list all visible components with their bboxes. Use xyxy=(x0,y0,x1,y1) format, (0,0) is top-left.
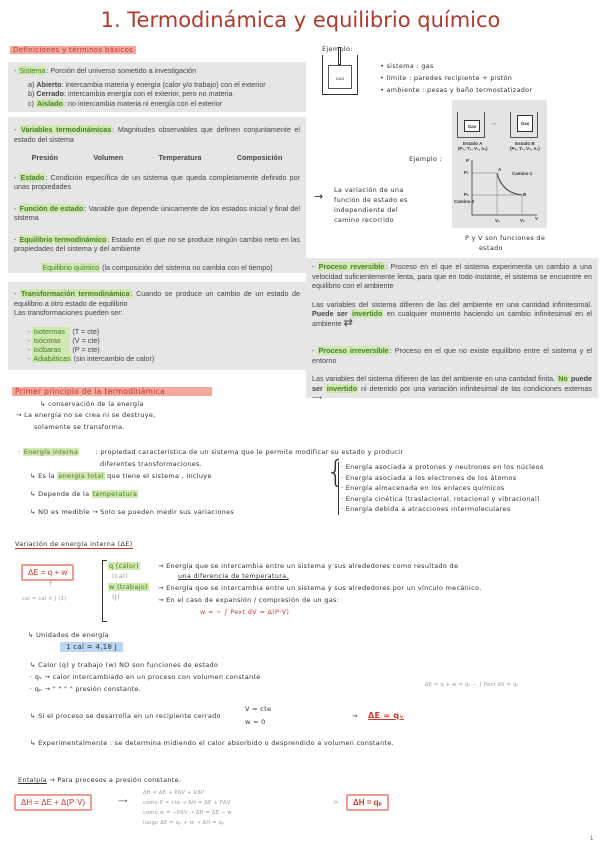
term-equilibrio-quimico: Equilibrio químico xyxy=(42,262,100,272)
text: Puede ser xyxy=(312,309,352,318)
text: : Proceso en el que el sistema experimenta un cambio a una velocidad suficientemente lenta, para que en todo instante, el sistema se encuentre en equilibrio con el ambiente xyxy=(312,262,593,290)
text: V₁ xyxy=(495,218,500,223)
text: P₁ xyxy=(464,170,469,175)
text: → Energía que se intercambia entre un sistema y sus alrededores por un vínculo mecánico. xyxy=(158,584,482,592)
text: Isotermas xyxy=(32,327,70,336)
text: w (trabajo) xyxy=(109,583,148,591)
text: : no intercambia materia ni energía con el exterior xyxy=(63,98,223,108)
text: La variación de una xyxy=(334,186,404,194)
states-diagram: Gas → Gas Estado A (P₁, T₁, V₁, n₁) Estado B (P₂, T₁, V₂, n₁) P P₁ P₂ A B Camino 1 Camino 2 V₁ V₂ V xyxy=(452,100,547,228)
text: ↳ Depende de la xyxy=(30,490,92,498)
text: Las variables del sistema difieren de las del ambiente en una cantidad finita. xyxy=(312,374,558,383)
term-equilibrio: Equilibrio termodinámico xyxy=(19,234,107,244)
text: función de estado es xyxy=(334,196,408,204)
section-header-variacion: Variación de energía interna (ΔE) xyxy=(15,540,133,548)
sistema-type xyxy=(28,80,300,90)
ejemplo1-items xyxy=(380,60,532,96)
term-funcion-estado: Función de estado xyxy=(19,203,84,213)
text: : Proceso en el que no existe equilibrio entre el sistema y el entorno xyxy=(312,346,593,365)
text: ⇄ xyxy=(343,316,353,329)
text: : propiedad característica de un sistema que le permite modificar su estado y producir xyxy=(95,448,404,456)
text: (sin intercambio de calor) xyxy=(73,353,155,363)
entalpia-steps xyxy=(143,788,232,828)
text: q (calor) xyxy=(109,562,139,570)
text: camino recorrido xyxy=(334,216,394,224)
term-variables: Variables termodinámicas xyxy=(20,125,112,134)
text: · qₚ → " " " " presión constante. xyxy=(30,685,142,693)
ejemplo2-label: Ejemplo : xyxy=(409,155,443,163)
page-title: 1. Termodinámica y equilibrio químico xyxy=(100,8,501,32)
text: Presión xyxy=(31,153,59,162)
text: V = cte xyxy=(245,705,272,713)
text: que tiene el sistema , incluye xyxy=(104,472,212,480)
text: : Condición específica de un sistema que queda completamente definido por unas propiedades xyxy=(14,172,301,191)
text: (J) xyxy=(112,593,120,601)
text: B xyxy=(523,192,527,197)
text: ⟶ xyxy=(118,797,128,805)
text: Volumen xyxy=(93,153,124,162)
box-variables: - Variables termodinámicas: Magnitudes observables que definen conjuntamente el estado del sistema Presión Volumen Temperatura Composición - Estado: Condición específica de un sistema que queda completamente definido por unas propiedades - Función de estado: Variable que depende únicamente de los estados inicial y final del sistema - Equilibrio termodinámico: Estado en el que no se produce ningún cambio neto en las propiedades del sistema y del ambiente Equilibrio químico (la composición del sistema no cambia con el tiempo) xyxy=(8,117,306,273)
text: Camino 2 xyxy=(454,199,475,204)
text: temperatura xyxy=(92,490,138,498)
text: diferentes transformaciones. xyxy=(100,460,203,468)
text: invertido xyxy=(352,309,383,318)
term-energia-interna: Energía interna xyxy=(23,448,79,456)
text: estado xyxy=(479,244,503,252)
section-header-entalpia: Entalpía xyxy=(18,776,47,784)
text: · qᵥ → calor intercambiado en un proceso con volumen constante xyxy=(30,673,261,681)
box-sistema: - Sistema: Porción del universo sometido a investigación a) Abierto: intercambia materia y energía (calor y/o trabajo) con el exterior b) Cerrado: intercambia energía con el exterior, pero no materia c) Aislado: no intercambia materia ni energía con el exterior xyxy=(8,62,306,112)
text: puede ser xyxy=(312,374,592,393)
text: • sistema : gas xyxy=(380,62,434,70)
text: como P = cte → ΔH = ΔE + PΔV xyxy=(143,800,231,806)
text: → Energía que se intercambia entre un sistema y sus alrededores como resultado de xyxy=(158,562,459,570)
text: invertido xyxy=(326,383,358,393)
text: (P = cte) xyxy=(72,344,100,354)
text: a) xyxy=(28,79,37,89)
text: ↳ conservación de la energía xyxy=(40,400,144,408)
box-transformacion: - Transformación termodinámica: Cuando se produce un cambio de un estado de equilibrio a otro estado de equilibrio Las transformaciones pueden ser: - Isotermas (T = cte) - Isócoras (V = cte) - Isóbaras (P = cte) - Adiabáticas (sin intercambio de calor) xyxy=(8,282,306,370)
text: Gas xyxy=(464,120,480,132)
text: energía total xyxy=(58,472,104,480)
text: : Variable que depende únicamente de los estados inicial y final del sistema xyxy=(14,203,301,222)
ejemplo-label: Ejemplo: xyxy=(322,45,353,53)
sistema-desc: : Porción del universo sometido a investigación xyxy=(46,66,197,75)
text: · Energía debida a atracciones intermoleculares xyxy=(341,505,511,513)
text: : Magnitudes observables que definen conjuntamente el estado del sistema xyxy=(14,125,300,144)
text: → Para procesos a presión constante. xyxy=(49,776,182,784)
text: · Energía asociada a los electrones de los átomos xyxy=(341,473,517,482)
text: · Energía cinética (traslacional, rotacional y vibracional) xyxy=(341,494,540,503)
text: Isóbaras xyxy=(32,345,70,354)
text: una diferencia de temperatura. xyxy=(178,572,289,580)
term-irreversible: Proceso irreversible xyxy=(318,346,389,355)
text: ΔE = q + w = qᵥ − ∫ Pext dV = qᵥ xyxy=(425,682,519,688)
text: b) xyxy=(28,89,37,98)
text: Aislado xyxy=(36,98,63,108)
text: c) xyxy=(28,98,36,108)
text: (cal) xyxy=(112,572,128,580)
page-number: 1 xyxy=(590,836,594,842)
variables-list xyxy=(14,153,300,163)
text: P₂ xyxy=(464,192,470,197)
text: ↳ Experimentalmente : se determina midiendo el calor absorbido o desprendido a volumen constante. xyxy=(30,739,394,747)
text: w = − ∫ Pext dV = Δ(P·V) xyxy=(200,608,290,616)
energia-incluye-list xyxy=(338,462,544,515)
section-header-primer-principio: Primer principio de la termodinámica xyxy=(12,387,212,396)
text: GAS xyxy=(328,65,352,89)
text: Estado B xyxy=(515,141,535,146)
text: P y V son funciones de xyxy=(465,234,546,242)
text: (P₂, T₁, V₂, n₁) xyxy=(510,146,540,151)
text: : intercambia materia y energía (calor y/o trabajo) con el exterior xyxy=(61,79,266,89)
text: V xyxy=(535,216,539,221)
text: w = 0 xyxy=(245,718,266,726)
ejemplo2-note xyxy=(334,185,408,225)
text: > xyxy=(333,798,339,806)
formula-delta-e: ΔE = q + w xyxy=(21,564,74,581)
sistema-type xyxy=(28,99,300,109)
text: A xyxy=(498,167,502,172)
text: : intercambia energía con el exterior, pero no materia xyxy=(63,89,233,98)
text: como w = −PΔV → ΔH = ΔE − w xyxy=(143,810,232,816)
term-estado: Estado xyxy=(20,172,45,182)
text: No xyxy=(558,374,568,383)
text: ↳ Unidades de energía xyxy=(28,631,109,639)
text: (la composición del sistema no cambia con el tiempo) xyxy=(100,262,273,272)
text: V₂ xyxy=(520,218,526,223)
text: (V = cte) xyxy=(72,335,100,345)
text: (P₁, T₁, V₁, n₁) xyxy=(458,146,488,151)
text: Adiabáticas xyxy=(33,353,71,363)
sistema-type xyxy=(28,89,300,99)
text: ↳ NO es medible → Solo se pueden medir sus variaciones xyxy=(30,508,235,516)
text: ⟶ xyxy=(312,393,323,402)
text: Camino 1 xyxy=(512,171,533,176)
text: • límite : paredes recipiente + pistón xyxy=(380,74,513,82)
term-sistema: Sistema xyxy=(19,66,46,75)
ejemplo2-note2 xyxy=(465,233,545,253)
text: Isócoras xyxy=(32,336,70,345)
text: → La energía no se crea ni se destruye, xyxy=(16,411,156,419)
text: P xyxy=(466,158,470,163)
text: ni detenido por una variación infinitesimal de las condiciones externas xyxy=(358,383,592,393)
text: Abierto xyxy=(36,79,62,89)
text: independiente del xyxy=(334,206,398,214)
text: solamente se transforma. xyxy=(34,423,125,431)
text: Cerrado xyxy=(36,89,64,98)
text: { xyxy=(326,455,346,490)
box-procesos: - Proceso reversible: Proceso en el que el sistema experimenta un cambio a una velocidad suficientemente lenta, para que en todo instante, el sistema se encuentre en equilibrio con el ambiente Las variables del sistema difieren de las del ambiente en una cantidad infinitesimal. Puede ser invertido en cualquier momento haciendo un cambio infinitesimal en el ambiente ⇄ - Proceso irreversible: Proceso en el que no existe equilibrio entre el sistema y el entorno Las variables del sistema difieren de las del ambiente en una cantidad finita. No puede ser invertido ni detenido por una variación infinitesimal de las condiciones externas ⟶ xyxy=(306,258,598,398)
unit-conversion: 1 cal = 4,18 J xyxy=(60,642,123,652)
result-delta-e: ΔE = qᵥ xyxy=(368,711,404,720)
text: cal = cal × J (1) xyxy=(22,596,67,602)
piston-diagram xyxy=(322,55,358,95)
text: Estado A xyxy=(463,141,483,146)
text: Temperatura xyxy=(158,153,202,162)
text: Las transformaciones pueden ser: xyxy=(14,308,123,317)
text: ↳ Si el proceso se desarrolla en un recipiente cerrado xyxy=(30,712,221,720)
text: • ambiente : pesas y baño termostatizador xyxy=(380,86,533,94)
text: Gas xyxy=(517,115,533,132)
result-entalpia: ΔH = qₚ xyxy=(346,794,389,811)
text: Las variables del sistema difieren de las del ambiente en una cantidad infinitesimal. xyxy=(312,299,592,309)
text: (T = cte) xyxy=(72,326,100,336)
text: ↳ Es la xyxy=(30,472,58,480)
text: en cualquier momento haciendo un cambio infinitesimal en el ambiente xyxy=(312,309,592,328)
term-transformacion: Transformación termodinámica xyxy=(20,289,130,298)
text: ΔH = ΔE + PΔV + VΔP xyxy=(143,790,205,796)
text: ↳ Calor (q) y trabajo (w) NO son funciones de estado xyxy=(30,661,219,669)
text: · Energía almacenada en los enlaces químicos xyxy=(341,484,505,492)
text: luego ΔE = qₚ + w → ΔH = qₚ xyxy=(143,820,225,826)
text: : Estado en el que no se produce ningún cambio neto en las propiedades del sistema y del ambiente xyxy=(14,234,300,253)
section-header-definitions: Definiciones y términos básicos xyxy=(10,46,136,54)
text: → En el caso de expansión / compresión de un gas: xyxy=(158,596,340,604)
text: · Energía asociada a protones y neutrones en los núcleos xyxy=(341,463,544,471)
formula-entalpia: ΔH = ΔE + Δ(P·V) xyxy=(14,794,92,811)
term-reversible: Proceso reversible xyxy=(318,262,385,271)
text: : Cuando se produce un cambio de un estado de equilibrio a otro estado de equilibrio xyxy=(14,289,301,308)
text: Composición xyxy=(236,153,283,162)
